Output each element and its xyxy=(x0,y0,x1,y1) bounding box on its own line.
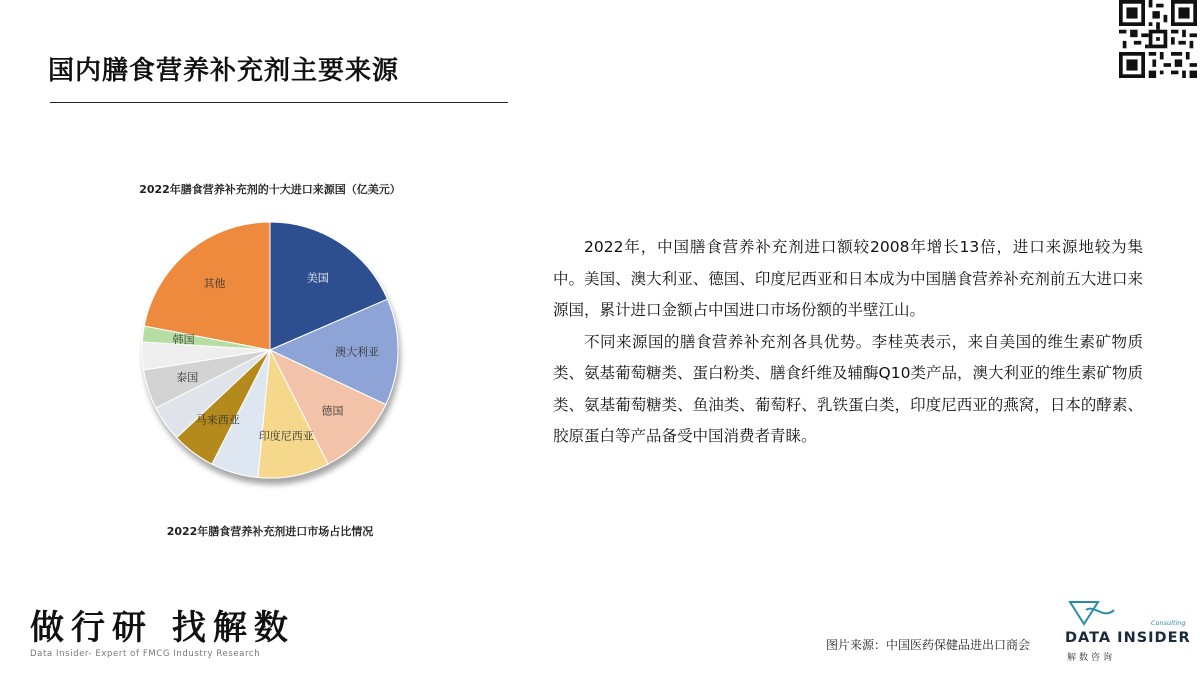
pie-slice-label: 马来西亚 xyxy=(195,413,240,427)
pie-slice-label: 德国 xyxy=(321,404,344,418)
brand-slogan: 做行研 找解数 xyxy=(30,608,295,648)
pie-slice-label: 美国 xyxy=(306,271,329,285)
paragraph-2: 不同来源国的膳食营养补充剂各具优势。李桂英表示，来自美国的维生素矿物质类、氨基葡萄糖类、蛋白粉类、膳食纤维及辅酶Q10类产品，澳大利亚的维生素矿物质类、氨基葡萄糖类、鱼油类、葡萄籽、乳铁蛋白类，印度尼西亚的燕窝，日本的酵素、胶原蛋白等产品备受中国消费者青睐。 xyxy=(553,332,1143,445)
pie-slice-label: 印度尼西亚 xyxy=(258,429,314,443)
description-text xyxy=(553,232,1143,453)
qr-code-icon xyxy=(1119,0,1197,78)
pie-slice-label: 澳大利亚 xyxy=(335,345,380,359)
pie-slice-label: 其他 xyxy=(203,276,226,290)
pie-slice-label: 韩国 xyxy=(172,333,195,347)
image-source: 图片来源：中国医药保健品进出口商会 xyxy=(826,638,1031,652)
data-insider-logo-icon xyxy=(1068,598,1116,628)
logo-consulting: Consulting xyxy=(1151,619,1186,627)
chart-caption: 2022年膳食营养补充剂进口市场占比情况 xyxy=(166,525,374,538)
pie-slice-label: 泰国 xyxy=(176,370,199,384)
title-underline xyxy=(50,102,508,103)
pie-chart xyxy=(120,215,420,505)
logo-name: DATA INSIDER xyxy=(1065,630,1191,646)
brand-tagline: Data Insider- Expert of FMCG Industry Research xyxy=(30,649,261,659)
chart-title: 2022年膳食营养补充剂的十大进口来源国（亿美元） xyxy=(139,183,401,196)
paragraph-1: 2022年，中国膳食营养补充剂进口额较2008年增长13倍，进口来源地较为集中。美国、澳大利亚、德国、印度尼西亚和日本成为中国膳食营养补充剂前五大进口来源国，累计进口金额占中国进口市场份额的半壁江山。 xyxy=(553,238,1143,319)
page-title: 国内膳食营养补充剂主要来源 xyxy=(48,56,400,86)
logo-chinese-name: 解数咨询 xyxy=(1067,653,1116,663)
